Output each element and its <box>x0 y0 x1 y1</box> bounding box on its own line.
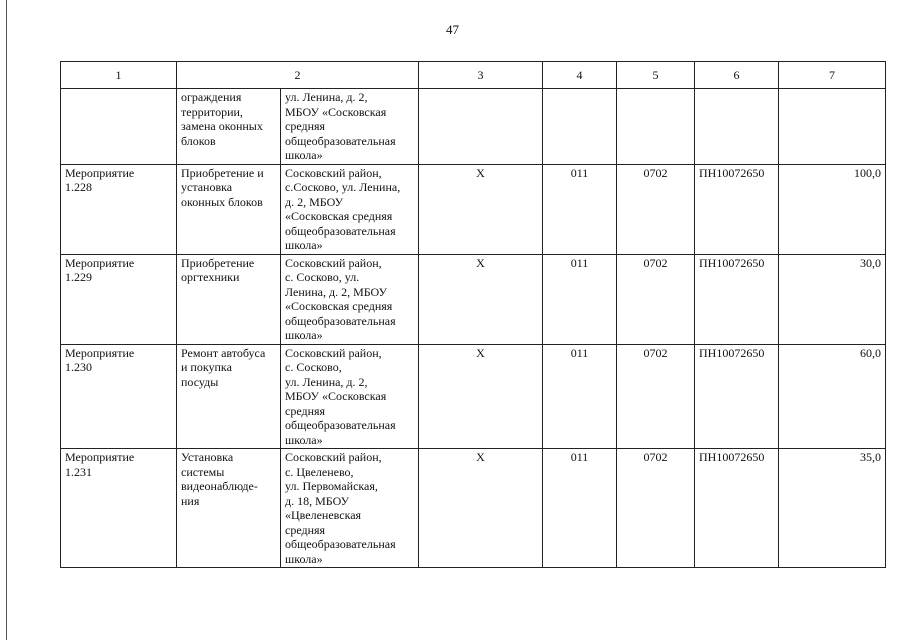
cell-col-5 <box>617 89 695 165</box>
left-margin-rule <box>6 0 7 640</box>
cell-col-3 <box>419 89 543 165</box>
data-table <box>60 61 886 568</box>
header-col-4: 4 <box>543 62 617 89</box>
header-col-7: 7 <box>779 62 886 89</box>
cell-address: Сосковский район, с. Цвеленево, ул. Первомайская, д. 18, МБОУ «Цвеленевская средняя общеобразовательная школа» <box>281 449 419 568</box>
table-row <box>61 164 886 254</box>
cell-col-5: 0702 <box>617 449 695 568</box>
cell-activity: Мероприятие 1.231 <box>61 449 177 568</box>
cell-col-5: 0702 <box>617 344 695 449</box>
table-header-row <box>61 62 886 89</box>
cell-col-5: 0702 <box>617 254 695 344</box>
cell-col-3: Х <box>419 164 543 254</box>
cell-col-3: Х <box>419 254 543 344</box>
cell-activity <box>61 89 177 165</box>
cell-col-5: 0702 <box>617 164 695 254</box>
cell-address: Сосковский район, с. Сосково, ул. Ленина, д. 2, МБОУ «Сосковская средняя общеобразовательная школа» <box>281 254 419 344</box>
cell-col-4: 011 <box>543 449 617 568</box>
cell-col-3: Х <box>419 449 543 568</box>
cell-col-6: ПН10072650 <box>695 164 779 254</box>
header-col-3: 3 <box>419 62 543 89</box>
cell-col-7: 35,0 <box>779 449 886 568</box>
cell-col-6: ПН10072650 <box>695 254 779 344</box>
cell-address: Сосковский район, с.Сосково, ул. Ленина, д. 2, МБОУ «Сосковская средняя общеобразовательная школа» <box>281 164 419 254</box>
cell-col-7: 100,0 <box>779 164 886 254</box>
cell-col-6: ПН10072650 <box>695 344 779 449</box>
cell-col-4: 011 <box>543 164 617 254</box>
cell-description: ограждения территории, замена оконных блоков <box>177 89 281 165</box>
table-row <box>61 254 886 344</box>
cell-description: Ремонт автобуса и покупка посуды <box>177 344 281 449</box>
header-col-1: 1 <box>61 62 177 89</box>
header-col-2: 2 <box>177 62 419 89</box>
cell-col-7 <box>779 89 886 165</box>
cell-address: ул. Ленина, д. 2, МБОУ «Сосковская средняя общеобразовательная школа» <box>281 89 419 165</box>
header-col-6: 6 <box>695 62 779 89</box>
cell-col-6: ПН10072650 <box>695 449 779 568</box>
cell-address: Сосковский район, с. Сосково, ул. Ленина, д. 2, МБОУ «Сосковская средняя общеобразовательная школа» <box>281 344 419 449</box>
cell-description: Приобретение оргтехники <box>177 254 281 344</box>
cell-description: Приобретение и установка оконных блоков <box>177 164 281 254</box>
cell-col-4 <box>543 89 617 165</box>
cell-col-4: 011 <box>543 344 617 449</box>
cell-col-6 <box>695 89 779 165</box>
cell-activity: Мероприятие 1.228 <box>61 164 177 254</box>
page-number: 47 <box>446 22 459 37</box>
cell-col-3: Х <box>419 344 543 449</box>
table-row <box>61 89 886 165</box>
cell-description: Установка системы видеонаблюде- ния <box>177 449 281 568</box>
header-col-5: 5 <box>617 62 695 89</box>
cell-activity: Мероприятие 1.229 <box>61 254 177 344</box>
cell-col-7: 30,0 <box>779 254 886 344</box>
cell-col-7: 60,0 <box>779 344 886 449</box>
cell-col-4: 011 <box>543 254 617 344</box>
cell-activity: Мероприятие 1.230 <box>61 344 177 449</box>
table-row <box>61 449 886 568</box>
table-row <box>61 344 886 449</box>
